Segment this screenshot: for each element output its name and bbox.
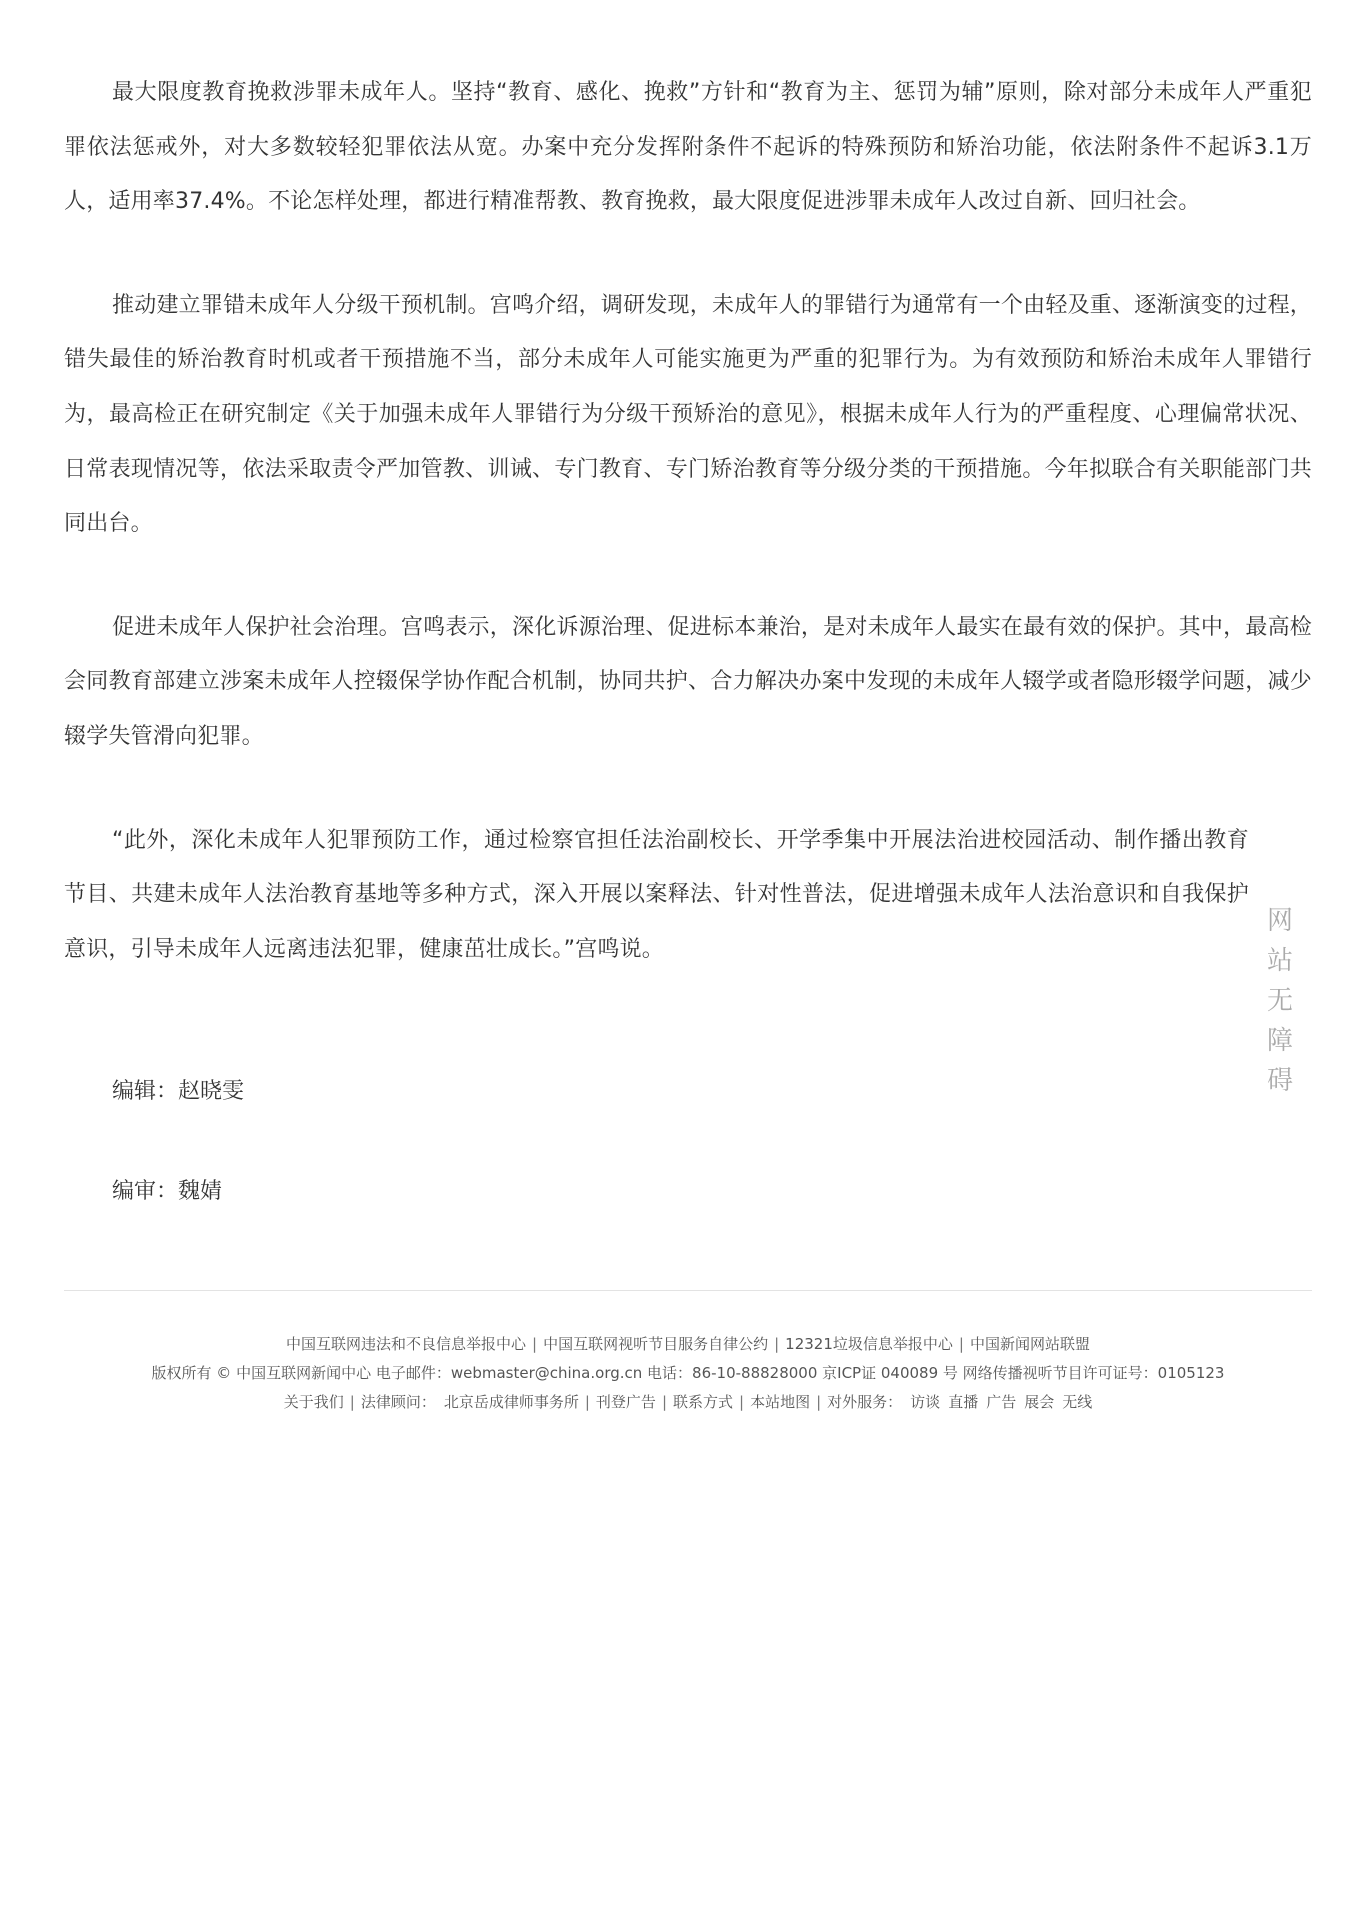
- accessibility-char: 网: [1266, 906, 1293, 936]
- accessibility-char: 无: [1266, 986, 1293, 1016]
- footer-separator: |: [349, 1393, 355, 1411]
- reviewer-credit: 编审：魏婧: [112, 1179, 223, 1204]
- accessibility-char: 站: [1266, 946, 1293, 976]
- accessibility-char: 障: [1266, 1026, 1293, 1056]
- footer-separator: |: [661, 1393, 667, 1411]
- footer-divider: [64, 1290, 1312, 1291]
- footer-separator: |: [739, 1393, 745, 1411]
- footer-services-label: 对外服务：: [827, 1393, 903, 1411]
- footer-link-self-discipline[interactable]: 中国互联网视听节目服务自律公约: [543, 1335, 769, 1353]
- footer-separator: |: [816, 1393, 822, 1411]
- footer-service-interview[interactable]: 访谈: [910, 1393, 941, 1411]
- footer-link-12321[interactable]: 12321垃圾信息举报中心: [785, 1335, 953, 1353]
- footer-separator: |: [958, 1335, 964, 1353]
- footer-service-exhibition[interactable]: 展会: [1024, 1393, 1055, 1411]
- editor-credit: 编辑：赵晓雯: [112, 1079, 245, 1104]
- footer-service-wireless[interactable]: 无线: [1062, 1393, 1093, 1411]
- footer-link-about-us[interactable]: 关于我们: [283, 1393, 344, 1411]
- footer-link-advertise[interactable]: 刊登广告: [595, 1393, 656, 1411]
- article-paragraph-4: “此外，深化未成年人犯罪预防工作，通过检察官担任法治副校长、开学季集中开展法治进校园活动、制作播出教育节目、共建未成年人法治教育基地等多种方式，深入开展以案释法、针对性普法，促进增强未成年人法治意识和自我保护意识，引导未成年人远离违法犯罪，健康茁壮成长。”宫鸣说。: [64, 827, 1249, 962]
- footer-separator: |: [532, 1335, 538, 1353]
- accessibility-char: 碍: [1266, 1066, 1293, 1096]
- footer-copyright: 版权所有 © 中国互联网新闻中心 电子邮件：webmaster@china.org.cn 电话：86-10-88828000 京ICP证 040089 号 网络传播视听节目许可证号：0105123: [151, 1364, 1225, 1382]
- article-paragraph-1: 最大限度教育挽救涉罪未成年人。坚持“教育、感化、挽救”方针和“教育为主、惩罚为辅”原则，除对部分未成年人严重犯罪依法惩戒外，对大多数较轻犯罪依法从宽。办案中充分发挥附条件不起诉的特殊预防和矫治功能，依法附条件不起诉3.1万人，适用率37.4%。不论怎样处理，都进行精准帮教、教育挽救，最大限度促进涉罪未成年人改过自新、回归社会。: [64, 80, 1312, 215]
- footer-legal-label: 法律顾问：: [360, 1393, 436, 1411]
- article-body: [64, 66, 1312, 1026]
- article-paragraph-3: 促进未成年人保护社会治理。宫鸣表示，深化诉源治理、促进标本兼治，是对未成年人最实在最有效的保护。其中，最高检会同教育部建立涉案未成年人控辍保学协作配合机制，协同共护、合力解决办案中发现的未成年人辍学或者隐形辍学问题，减少辍学失管滑向犯罪。: [64, 614, 1312, 749]
- footer-separator: |: [584, 1393, 590, 1411]
- footer-separator: |: [774, 1335, 780, 1353]
- article-paragraph-2: 推动建立罪错未成年人分级干预机制。宫鸣介绍，调研发现，未成年人的罪错行为通常有一个由轻及重、逐渐演变的过程，错失最佳的矫治教育时机或者干预措施不当，部分未成年人可能实施更为严重的犯罪行为。为有效预防和矫治未成年人罪错行为，最高检正在研究制定《关于加强未成年人罪错行为分级干预矫治的意见》，根据未成年人行为的严重程度、心理偏常状况、日常表现情况等，依法采取责令严加管教、训诫、专门教育、专门矫治教育等分级分类的干预措施。今年拟联合有关职能部门共同出台。: [64, 292, 1312, 537]
- footer-service-live[interactable]: 直播: [948, 1393, 979, 1411]
- footer-link-law-firm[interactable]: 北京岳成律师事务所: [443, 1393, 579, 1411]
- footer-links-row: [64, 1330, 1312, 1359]
- footer-link-report-center[interactable]: 中国互联网违法和不良信息举报中心: [286, 1335, 527, 1353]
- footer-link-sitemap[interactable]: 本站地图: [750, 1393, 811, 1411]
- site-footer: [64, 1330, 1312, 1417]
- accessibility-toggle[interactable]: [1260, 901, 1300, 1101]
- footer-link-news-alliance[interactable]: 中国新闻网站联盟: [969, 1335, 1090, 1353]
- footer-service-ads[interactable]: 广告: [986, 1393, 1017, 1411]
- footer-about-row: [64, 1388, 1312, 1417]
- footer-link-contact[interactable]: 联系方式: [673, 1393, 734, 1411]
